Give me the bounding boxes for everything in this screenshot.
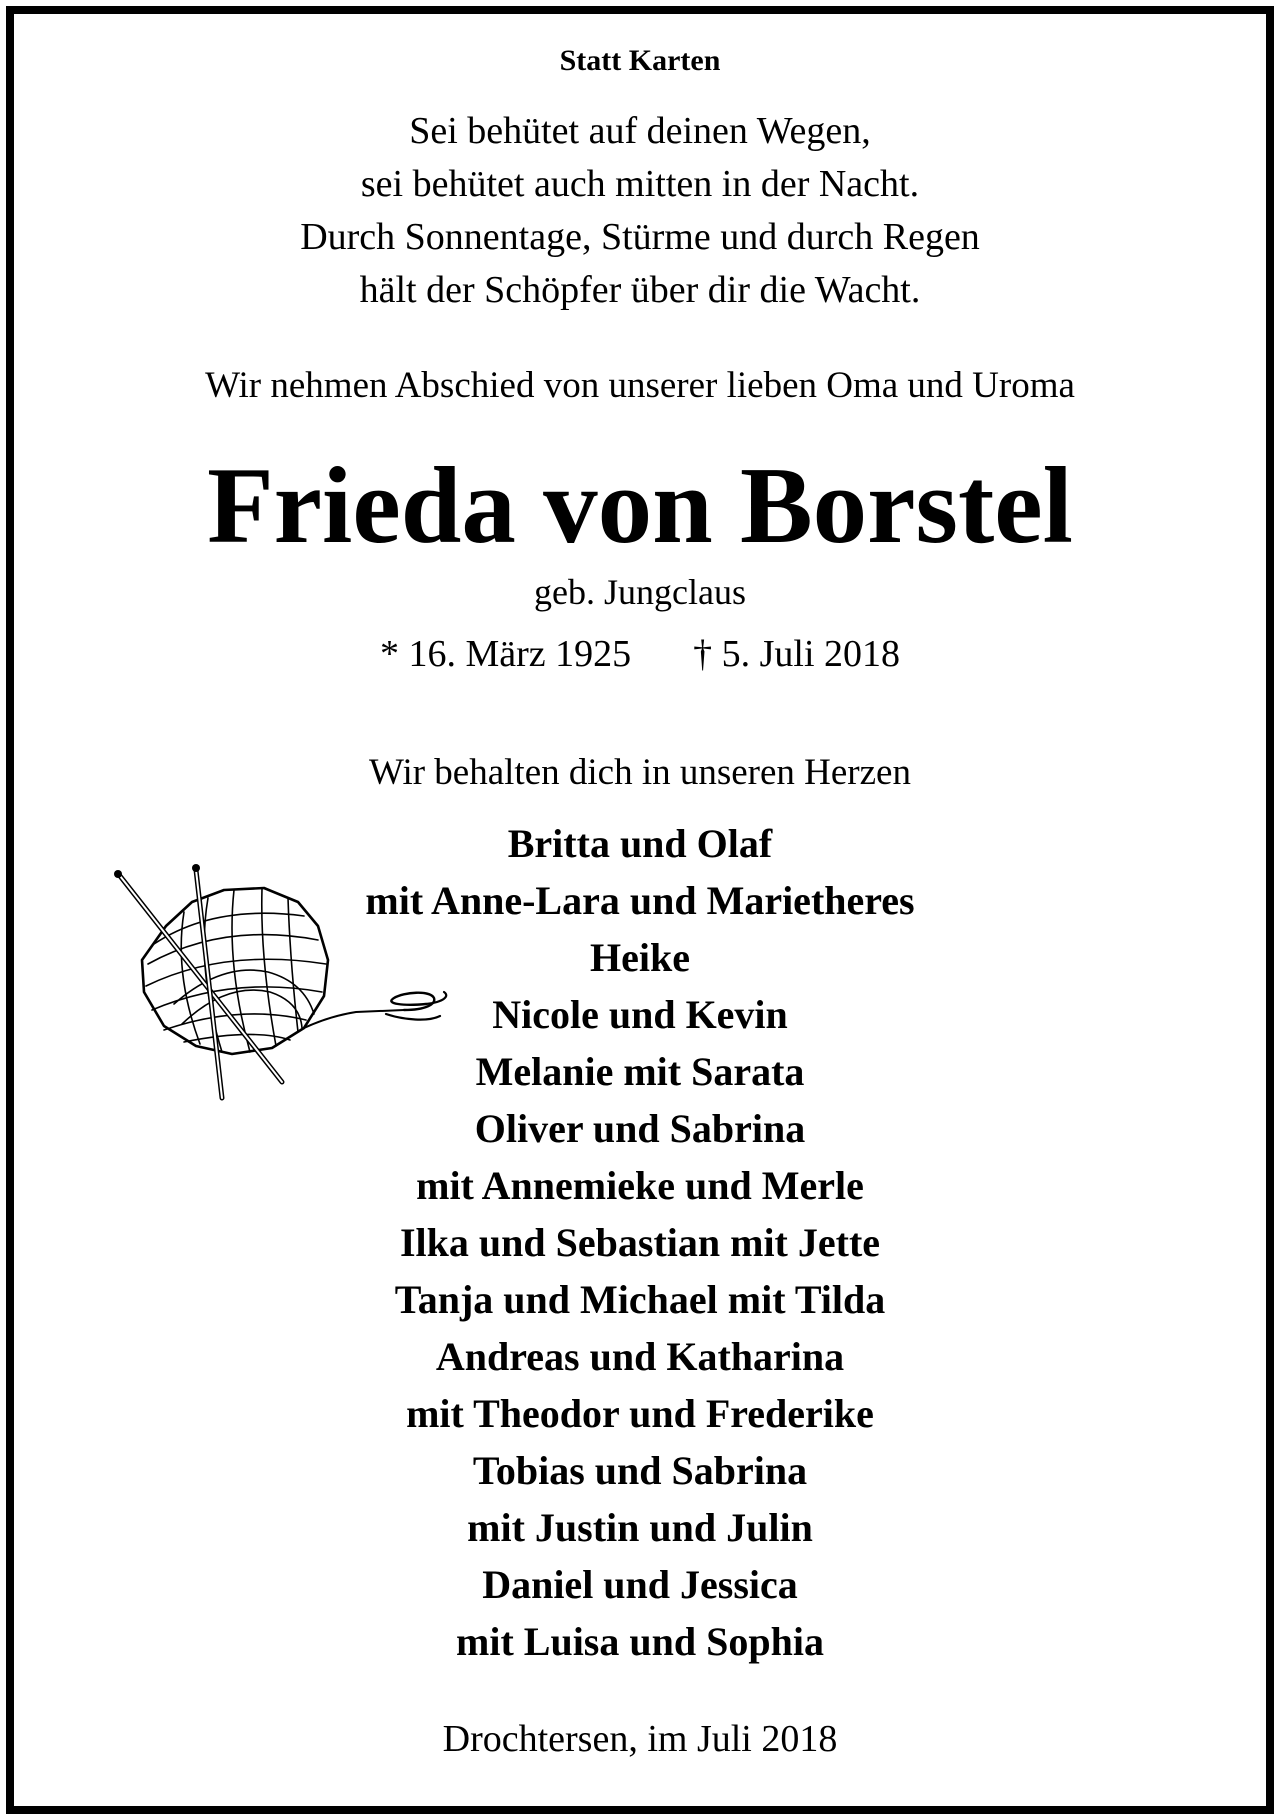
place-and-date: Drochtersen, im Juli 2018 bbox=[442, 1718, 838, 1760]
verse-line: Sei behütet auf deinen Wegen, bbox=[409, 110, 871, 152]
mourner-line: Tanja und Michael mit Tilda bbox=[394, 1277, 886, 1322]
death-date: † 5. Juli 2018 bbox=[693, 633, 901, 675]
remembrance-text: Wir behalten dich in unseren Herzen bbox=[369, 752, 911, 793]
mourner-line: mit Theodor und Frederike bbox=[406, 1391, 874, 1436]
maiden-name: geb. Jungclaus bbox=[534, 572, 746, 612]
mourner-line: Nicole und Kevin bbox=[492, 992, 788, 1037]
mourner-line: Daniel und Jessica bbox=[482, 1562, 798, 1607]
obituary-notice bbox=[6, 6, 1274, 1814]
mourner-line: Andreas und Katharina bbox=[435, 1334, 845, 1379]
mourner-line: Tobias und Sabrina bbox=[472, 1448, 808, 1493]
mourner-line: Heike bbox=[590, 935, 690, 980]
mourner-line: mit Anne-Lara und Marietheres bbox=[365, 878, 915, 923]
mourner-line: Ilka und Sebastian mit Jette bbox=[399, 1220, 881, 1265]
mourner-line: Britta und Olaf bbox=[507, 821, 773, 866]
mourner-line: Melanie mit Sarata bbox=[475, 1049, 805, 1094]
mourner-line: Oliver und Sabrina bbox=[474, 1106, 806, 1151]
mourner-line: mit Annemieke und Merle bbox=[416, 1163, 864, 1208]
verse-line: sei behütet auch mitten in der Nacht. bbox=[360, 163, 920, 205]
farewell-text: Wir nehmen Abschied von unserer lieben Oma und Uroma bbox=[205, 365, 1075, 406]
life-dates bbox=[14, 635, 1266, 673]
deceased-name: Frieda von Borstel bbox=[207, 445, 1073, 566]
mourner-line: mit Justin und Julin bbox=[467, 1505, 813, 1550]
verse-line: Durch Sonnentage, Stürme und durch Regen bbox=[300, 216, 980, 258]
yarn-ball-knitting-needles-icon bbox=[104, 864, 484, 1114]
verse-line: hält der Schöpfer über dir die Wacht. bbox=[359, 269, 921, 311]
mourner-line: mit Luisa und Sophia bbox=[456, 1619, 824, 1664]
birth-date: * 16. März 1925 bbox=[379, 633, 632, 675]
header-statt-karten: Statt Karten bbox=[559, 44, 721, 77]
